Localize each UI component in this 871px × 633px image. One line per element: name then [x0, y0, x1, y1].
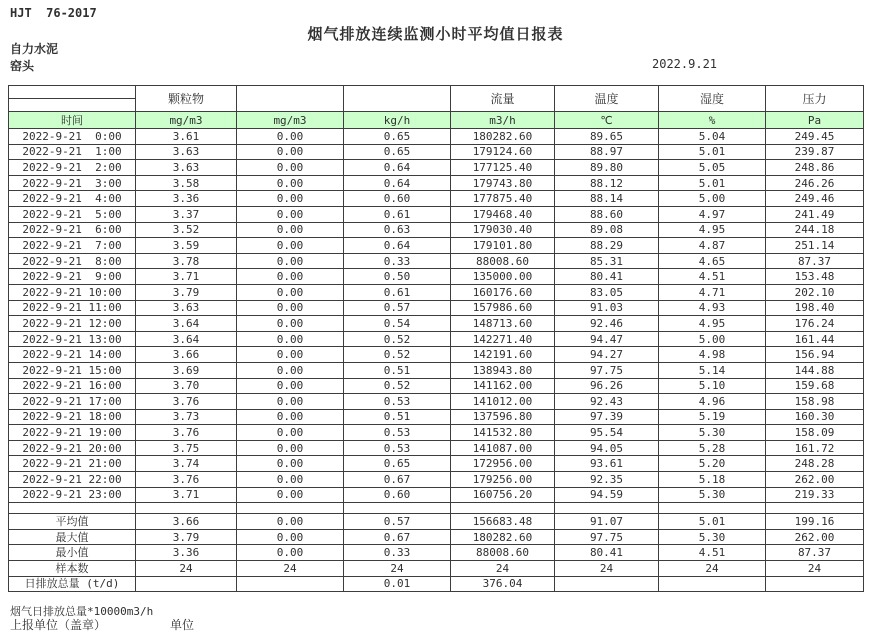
- table-cell: 3.78: [136, 253, 237, 269]
- table-cell: 3.58: [136, 175, 237, 191]
- table-cell: 24: [766, 561, 864, 577]
- company-name: 自力水泥: [10, 42, 59, 56]
- table-cell: 92.46: [555, 316, 659, 332]
- table-cell: 24: [237, 561, 344, 577]
- table-row: [9, 160, 864, 176]
- table-row: [9, 175, 864, 191]
- table-cell: 0.00: [237, 253, 344, 269]
- spacer-row: [9, 503, 864, 514]
- table-cell: 2022-9-21 13:00: [9, 331, 136, 347]
- header-flow: 流量: [451, 86, 555, 112]
- table-cell: 3.79: [136, 529, 237, 545]
- table-cell: 4.87: [659, 238, 766, 254]
- table-cell: [766, 503, 864, 514]
- table-cell: 5.00: [659, 191, 766, 207]
- table-cell: 177875.40: [451, 191, 555, 207]
- table-cell: 138943.80: [451, 362, 555, 378]
- table-cell: 5.20: [659, 456, 766, 472]
- table-cell: 0.60: [344, 191, 451, 207]
- table-cell: 5.19: [659, 409, 766, 425]
- header-time: 时间: [9, 112, 136, 129]
- table-cell: 160756.20: [451, 487, 555, 503]
- table-cell: 262.00: [766, 472, 864, 488]
- summary-row: [9, 529, 864, 545]
- table-cell: 88.12: [555, 175, 659, 191]
- table-cell: 3.36: [136, 191, 237, 207]
- table-cell: 2022-9-21 11:00: [9, 300, 136, 316]
- table-cell: 91.03: [555, 300, 659, 316]
- table-cell: 137596.80: [451, 409, 555, 425]
- table-cell: 144.88: [766, 362, 864, 378]
- table-cell: 180282.60: [451, 129, 555, 145]
- table-cell: 0.64: [344, 238, 451, 254]
- table-cell: 3.76: [136, 394, 237, 410]
- table-cell: 92.43: [555, 394, 659, 410]
- header-temperature: 温度: [555, 86, 659, 112]
- table-cell: 202.10: [766, 284, 864, 300]
- table-cell: 3.59: [136, 238, 237, 254]
- table-cell: [9, 503, 136, 514]
- table-cell: 3.37: [136, 206, 237, 222]
- table-cell: 0.50: [344, 269, 451, 285]
- table-cell: 平均值: [9, 514, 136, 530]
- table-cell: 96.26: [555, 378, 659, 394]
- table-cell: 158.98: [766, 394, 864, 410]
- table-cell: 179124.60: [451, 144, 555, 160]
- table-cell: 4.51: [659, 545, 766, 561]
- unit-percent: %: [659, 112, 766, 129]
- table-cell: 3.66: [136, 347, 237, 363]
- table-cell: 0.57: [344, 300, 451, 316]
- table-cell: 161.72: [766, 440, 864, 456]
- table-cell: 89.80: [555, 160, 659, 176]
- table-cell: [237, 503, 344, 514]
- report-date: 2022.9.21: [652, 57, 718, 71]
- summary-row: [9, 545, 864, 561]
- table-cell: 88008.60: [451, 545, 555, 561]
- table-cell: 最小值: [9, 545, 136, 561]
- table-cell: 5.01: [659, 514, 766, 530]
- table-cell: 159.68: [766, 378, 864, 394]
- header-time-lower-cell: [9, 99, 136, 112]
- table-cell: 24: [136, 561, 237, 577]
- unit-celsius: ℃: [555, 112, 659, 129]
- table-cell: 0.53: [344, 394, 451, 410]
- table-cell: 376.04: [451, 576, 555, 592]
- table-cell: 5.30: [659, 425, 766, 441]
- table-row: [9, 440, 864, 456]
- table-cell: [659, 576, 766, 592]
- table-cell: 88.60: [555, 206, 659, 222]
- table-cell: 141532.80: [451, 425, 555, 441]
- table-cell: 5.01: [659, 175, 766, 191]
- table-cell: 180282.60: [451, 529, 555, 545]
- table-row: [9, 347, 864, 363]
- table-cell: 24: [344, 561, 451, 577]
- table-cell: 97.75: [555, 362, 659, 378]
- table-cell: 3.66: [136, 514, 237, 530]
- header-pressure: 压力: [766, 86, 864, 112]
- table-cell: 3.52: [136, 222, 237, 238]
- unit-mg-m3-2: mg/m3: [237, 112, 344, 129]
- table-cell: 5.30: [659, 529, 766, 545]
- table-cell: 2022-9-21 3:00: [9, 175, 136, 191]
- table-cell: 141162.00: [451, 378, 555, 394]
- table-cell: 5.30: [659, 487, 766, 503]
- table-cell: 156683.48: [451, 514, 555, 530]
- table-row: [9, 378, 864, 394]
- table-cell: 最大值: [9, 529, 136, 545]
- table-cell: [451, 503, 555, 514]
- table-cell: 2022-9-21 17:00: [9, 394, 136, 410]
- table-cell: 97.75: [555, 529, 659, 545]
- header-particulate-converted: [237, 86, 344, 112]
- group-header-row: [9, 86, 864, 99]
- table-cell: 158.09: [766, 425, 864, 441]
- table-cell: 4.51: [659, 269, 766, 285]
- table-cell: 91.07: [555, 514, 659, 530]
- table-cell: 0.00: [237, 472, 344, 488]
- table-cell: 0.33: [344, 545, 451, 561]
- table-cell: 160176.60: [451, 284, 555, 300]
- table-cell: 3.74: [136, 456, 237, 472]
- table-cell: 0.65: [344, 456, 451, 472]
- table-cell: 2022-9-21 16:00: [9, 378, 136, 394]
- table-cell: 0.00: [237, 238, 344, 254]
- report-table: [8, 85, 864, 592]
- table-row: [9, 394, 864, 410]
- table-cell: 5.05: [659, 160, 766, 176]
- table-cell: 0.00: [237, 331, 344, 347]
- table-cell: 141087.00: [451, 440, 555, 456]
- table-cell: [555, 576, 659, 592]
- table-cell: 176.24: [766, 316, 864, 332]
- table-cell: 199.16: [766, 514, 864, 530]
- table-cell: 148713.60: [451, 316, 555, 332]
- unit-header-row: [9, 112, 864, 129]
- doc-code: HJT 76-2017: [10, 6, 97, 20]
- table-cell: 161.44: [766, 331, 864, 347]
- table-cell: 0.00: [237, 545, 344, 561]
- table-cell: 0.67: [344, 472, 451, 488]
- table-cell: 141012.00: [451, 394, 555, 410]
- table-cell: 0.60: [344, 487, 451, 503]
- table-cell: 0.00: [237, 440, 344, 456]
- table-cell: 2022-9-21 20:00: [9, 440, 136, 456]
- table-cell: 3.71: [136, 269, 237, 285]
- table-cell: 4.65: [659, 253, 766, 269]
- table-row: [9, 409, 864, 425]
- table-cell: 0.67: [344, 529, 451, 545]
- table-cell: 0.57: [344, 514, 451, 530]
- table-cell: 0.64: [344, 160, 451, 176]
- table-cell: 0.61: [344, 206, 451, 222]
- reporting-unit-label: 上报单位（盖章）: [10, 618, 107, 632]
- table-cell: 0.00: [237, 300, 344, 316]
- table-cell: 4.71: [659, 284, 766, 300]
- table-cell: 0.65: [344, 144, 451, 160]
- table-cell: 2022-9-21 21:00: [9, 456, 136, 472]
- table-cell: 3.64: [136, 331, 237, 347]
- table-cell: 94.47: [555, 331, 659, 347]
- table-cell: 3.71: [136, 487, 237, 503]
- table-cell: 5.18: [659, 472, 766, 488]
- table-cell: [237, 576, 344, 592]
- table-cell: 92.35: [555, 472, 659, 488]
- table-cell: [136, 503, 237, 514]
- table-row: [9, 472, 864, 488]
- table-cell: 251.14: [766, 238, 864, 254]
- table-row: [9, 269, 864, 285]
- table-cell: 0.00: [237, 529, 344, 545]
- table-cell: 135000.00: [451, 269, 555, 285]
- table-cell: 2022-9-21 19:00: [9, 425, 136, 441]
- page-title: 烟气排放连续监测小时平均值日报表: [307, 25, 564, 43]
- table-cell: 0.00: [237, 378, 344, 394]
- table-cell: 179468.40: [451, 206, 555, 222]
- table-cell: [659, 503, 766, 514]
- table-row: [9, 425, 864, 441]
- table-cell: 198.40: [766, 300, 864, 316]
- table-cell: 153.48: [766, 269, 864, 285]
- table-cell: 2022-9-21 9:00: [9, 269, 136, 285]
- table-cell: 0.00: [237, 269, 344, 285]
- table-cell: 4.95: [659, 222, 766, 238]
- table-cell: 0.54: [344, 316, 451, 332]
- table-cell: 0.00: [237, 316, 344, 332]
- table-cell: 0.65: [344, 129, 451, 145]
- table-cell: 0.00: [237, 191, 344, 207]
- table-cell: 3.79: [136, 284, 237, 300]
- table-cell: 5.04: [659, 129, 766, 145]
- table-cell: 0.33: [344, 253, 451, 269]
- table-cell: 2022-9-21 10:00: [9, 284, 136, 300]
- table-cell: 244.18: [766, 222, 864, 238]
- table-cell: 88008.60: [451, 253, 555, 269]
- table-cell: [344, 503, 451, 514]
- table-cell: 89.08: [555, 222, 659, 238]
- table-cell: 87.37: [766, 545, 864, 561]
- table-cell: 0.51: [344, 362, 451, 378]
- table-cell: [136, 576, 237, 592]
- table-row: [9, 253, 864, 269]
- unit-m3-h: m3/h: [451, 112, 555, 129]
- table-cell: 94.27: [555, 347, 659, 363]
- flow-total-note: 烟气日排放总量*10000m3/h: [10, 605, 154, 618]
- table-cell: 3.76: [136, 425, 237, 441]
- table-cell: [766, 576, 864, 592]
- table-cell: 2022-9-21 23:00: [9, 487, 136, 503]
- table-cell: 88.97: [555, 144, 659, 160]
- header-humidity: 湿度: [659, 86, 766, 112]
- table-cell: 2022-9-21 18:00: [9, 409, 136, 425]
- table-cell: 2022-9-21 12:00: [9, 316, 136, 332]
- table-cell: 24: [451, 561, 555, 577]
- table-cell: 5.28: [659, 440, 766, 456]
- table-cell: 4.93: [659, 300, 766, 316]
- table-cell: 3.36: [136, 545, 237, 561]
- table-row: [9, 362, 864, 378]
- table-cell: 2022-9-21 14:00: [9, 347, 136, 363]
- table-cell: 3.76: [136, 472, 237, 488]
- table-cell: 0.52: [344, 378, 451, 394]
- table-cell: 5.10: [659, 378, 766, 394]
- table-cell: 94.05: [555, 440, 659, 456]
- table-cell: 249.46: [766, 191, 864, 207]
- table-cell: 4.98: [659, 347, 766, 363]
- table-cell: 179101.80: [451, 238, 555, 254]
- table-cell: 2022-9-21 6:00: [9, 222, 136, 238]
- summary-row: [9, 561, 864, 577]
- table-cell: 0.00: [237, 409, 344, 425]
- table-cell: 24: [659, 561, 766, 577]
- table-row: [9, 222, 864, 238]
- table-cell: 0.00: [237, 284, 344, 300]
- table-cell: 93.61: [555, 456, 659, 472]
- table-row: [9, 191, 864, 207]
- table-cell: 5.00: [659, 331, 766, 347]
- table-cell: 262.00: [766, 529, 864, 545]
- table-cell: 0.63: [344, 222, 451, 238]
- table-cell: 0.00: [237, 160, 344, 176]
- table-cell: 0.00: [237, 175, 344, 191]
- table-cell: 0.51: [344, 409, 451, 425]
- table-cell: 177125.40: [451, 160, 555, 176]
- table-cell: 0.52: [344, 347, 451, 363]
- table-cell: 88.29: [555, 238, 659, 254]
- table-cell: 3.61: [136, 129, 237, 145]
- table-cell: 2022-9-21 1:00: [9, 144, 136, 160]
- unit-kg-h: kg/h: [344, 112, 451, 129]
- table-cell: 179743.80: [451, 175, 555, 191]
- table-cell: 172956.00: [451, 456, 555, 472]
- table-cell: 85.31: [555, 253, 659, 269]
- table-cell: 0.53: [344, 440, 451, 456]
- table-cell: 249.45: [766, 129, 864, 145]
- table-cell: 241.49: [766, 206, 864, 222]
- table-cell: 0.00: [237, 144, 344, 160]
- table-row: [9, 487, 864, 503]
- table-cell: 246.26: [766, 175, 864, 191]
- table-cell: 2022-9-21 0:00: [9, 129, 136, 145]
- table-cell: 4.96: [659, 394, 766, 410]
- table-row: [9, 316, 864, 332]
- table-body: [9, 129, 864, 592]
- header-particulate-rate: [344, 86, 451, 112]
- table-cell: 3.69: [136, 362, 237, 378]
- table-cell: 0.00: [237, 514, 344, 530]
- table-cell: 89.65: [555, 129, 659, 145]
- table-row: [9, 144, 864, 160]
- table-cell: 0.00: [237, 456, 344, 472]
- table-cell: 24: [555, 561, 659, 577]
- table-cell: 0.00: [237, 425, 344, 441]
- table-cell: 0.00: [237, 206, 344, 222]
- table-cell: 0.00: [237, 362, 344, 378]
- table-cell: 80.41: [555, 269, 659, 285]
- table-cell: 0.61: [344, 284, 451, 300]
- table-cell: 3.70: [136, 378, 237, 394]
- table-cell: 2022-9-21 8:00: [9, 253, 136, 269]
- table-cell: 0.00: [237, 129, 344, 145]
- table-cell: 0.01: [344, 576, 451, 592]
- table-cell: 4.97: [659, 206, 766, 222]
- table-cell: 219.33: [766, 487, 864, 503]
- table-cell: 160.30: [766, 409, 864, 425]
- unit-label: 单位: [170, 618, 195, 632]
- table-row: [9, 238, 864, 254]
- table-cell: 94.59: [555, 487, 659, 503]
- table-cell: 248.28: [766, 456, 864, 472]
- table-cell: 0.00: [237, 394, 344, 410]
- table-cell: 3.63: [136, 160, 237, 176]
- table-cell: 95.54: [555, 425, 659, 441]
- table-cell: 0.00: [237, 347, 344, 363]
- table-cell: 5.01: [659, 144, 766, 160]
- table-cell: 2022-9-21 7:00: [9, 238, 136, 254]
- table-cell: 日排放总量 (t/d): [9, 576, 136, 592]
- table-row: [9, 206, 864, 222]
- table-cell: 3.75: [136, 440, 237, 456]
- table-row: [9, 129, 864, 145]
- table-cell: 2022-9-21 4:00: [9, 191, 136, 207]
- table-cell: 2022-9-21 15:00: [9, 362, 136, 378]
- header-time-upper-cell: [9, 86, 136, 99]
- table-cell: 2022-9-21 2:00: [9, 160, 136, 176]
- table-cell: 156.94: [766, 347, 864, 363]
- table-cell: 0.52: [344, 331, 451, 347]
- table-row: [9, 300, 864, 316]
- table-cell: 5.14: [659, 362, 766, 378]
- table-cell: 142191.60: [451, 347, 555, 363]
- summary-row: [9, 514, 864, 530]
- table-cell: 样本数: [9, 561, 136, 577]
- table-cell: 0.00: [237, 222, 344, 238]
- table-cell: 3.63: [136, 144, 237, 160]
- table-cell: 179256.00: [451, 472, 555, 488]
- table-row: [9, 331, 864, 347]
- unit-pa: Pa: [766, 112, 864, 129]
- table-cell: 179030.40: [451, 222, 555, 238]
- table-cell: 142271.40: [451, 331, 555, 347]
- table-row: [9, 284, 864, 300]
- table-cell: 2022-9-21 22:00: [9, 472, 136, 488]
- table-cell: 157986.60: [451, 300, 555, 316]
- header-particulate: 颗粒物: [136, 86, 237, 112]
- table-cell: 3.73: [136, 409, 237, 425]
- table-cell: 3.64: [136, 316, 237, 332]
- table-cell: 87.37: [766, 253, 864, 269]
- table-cell: 239.87: [766, 144, 864, 160]
- summary-row: [9, 576, 864, 592]
- table-cell: 97.39: [555, 409, 659, 425]
- table-cell: 3.63: [136, 300, 237, 316]
- table-cell: [555, 503, 659, 514]
- table-cell: 4.95: [659, 316, 766, 332]
- table-cell: 248.86: [766, 160, 864, 176]
- table-cell: 2022-9-21 5:00: [9, 206, 136, 222]
- table-cell: 0.53: [344, 425, 451, 441]
- table-cell: 0.64: [344, 175, 451, 191]
- unit-mg-m3: mg/m3: [136, 112, 237, 129]
- table-cell: 0.00: [237, 487, 344, 503]
- table-cell: 83.05: [555, 284, 659, 300]
- table-row: [9, 456, 864, 472]
- station-name: 窑头: [10, 59, 35, 73]
- table-cell: 88.14: [555, 191, 659, 207]
- table-cell: 80.41: [555, 545, 659, 561]
